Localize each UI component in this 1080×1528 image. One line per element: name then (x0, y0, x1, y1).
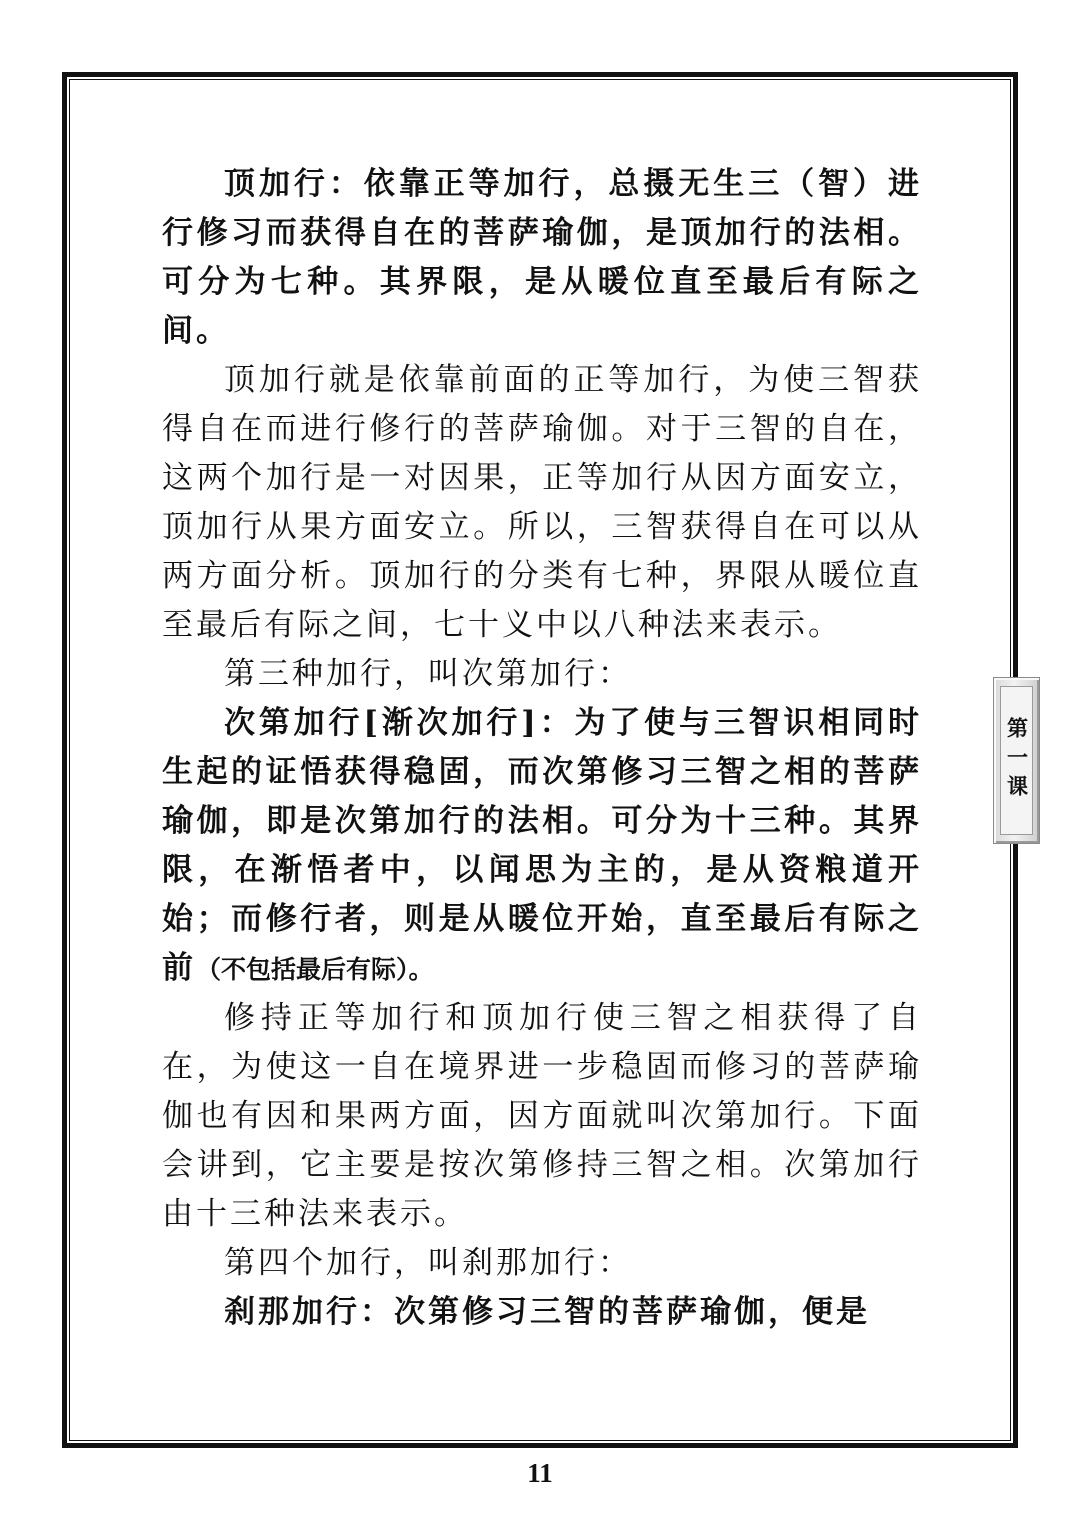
paragraph-chana-jiaxing-definition: 刹那加行：次第修习三智的菩萨瑜伽，便是 (224, 1294, 870, 1330)
paragraph-ding-jiaxing-definition: 顶加行：依靠正等加行，总摄无生三（智）进行修习而获得自在的菩萨瑜伽，是顶加行的法相。可分为七种。其界限，是从暖位直至最后有际之间。 (162, 166, 922, 349)
lesson-side-tab-inner (1000, 686, 1033, 835)
lesson-side-tab (993, 677, 1040, 844)
paragraph-ding-jiaxing-explanation: 顶加行就是依靠前面的正等加行，为使三智获得自在而进行修行的菩萨瑜伽。对于三智的自在，这两个加行是一对因果，正等加行从因方面安立，顶加行从果方面安立。所以，三智获得自在可以从两方面分析。顶加行的分类有七种，界限从暖位直至最后有际之间，七十义中以八种法来表示。 (162, 362, 922, 643)
paragraph-cidi-jiaxing-definition (162, 699, 922, 994)
page-number: 11 (527, 1458, 553, 1488)
lesson-side-tab-label: 第一课 (1004, 717, 1030, 804)
cidi-definition-note: （不包括最后有际）。 (196, 955, 434, 984)
paragraph-cidi-jiaxing-explanation: 修持正等加行和顶加行使三智之相获得了自在，为使这一自在境界进一步稳固而修习的菩萨瑜伽也有因和果两方面，因方面就叫次第加行。下面会讲到，它主要是按次第修持三智之相。次第加行由十三种法来表示。 (162, 1000, 922, 1232)
paragraph-fourth-jiaxing-intro: 第四个加行，叫刹那加行： (224, 1245, 632, 1281)
body-text (162, 160, 922, 1337)
paragraph-third-jiaxing-intro: 第三种加行，叫次第加行： (224, 656, 632, 692)
cidi-definition-text: 次第加行[渐次加行]：为了使与三智识相同时生起的证悟获得稳固，而次第修习三智之相的菩萨瑜伽，即是次第加行的法相。可分为十三种。其界限，在渐悟者中，以闻思为主的，是从资粮道开始；而修行者，则是从暖位开始，直至最后有际之前 (162, 705, 922, 986)
